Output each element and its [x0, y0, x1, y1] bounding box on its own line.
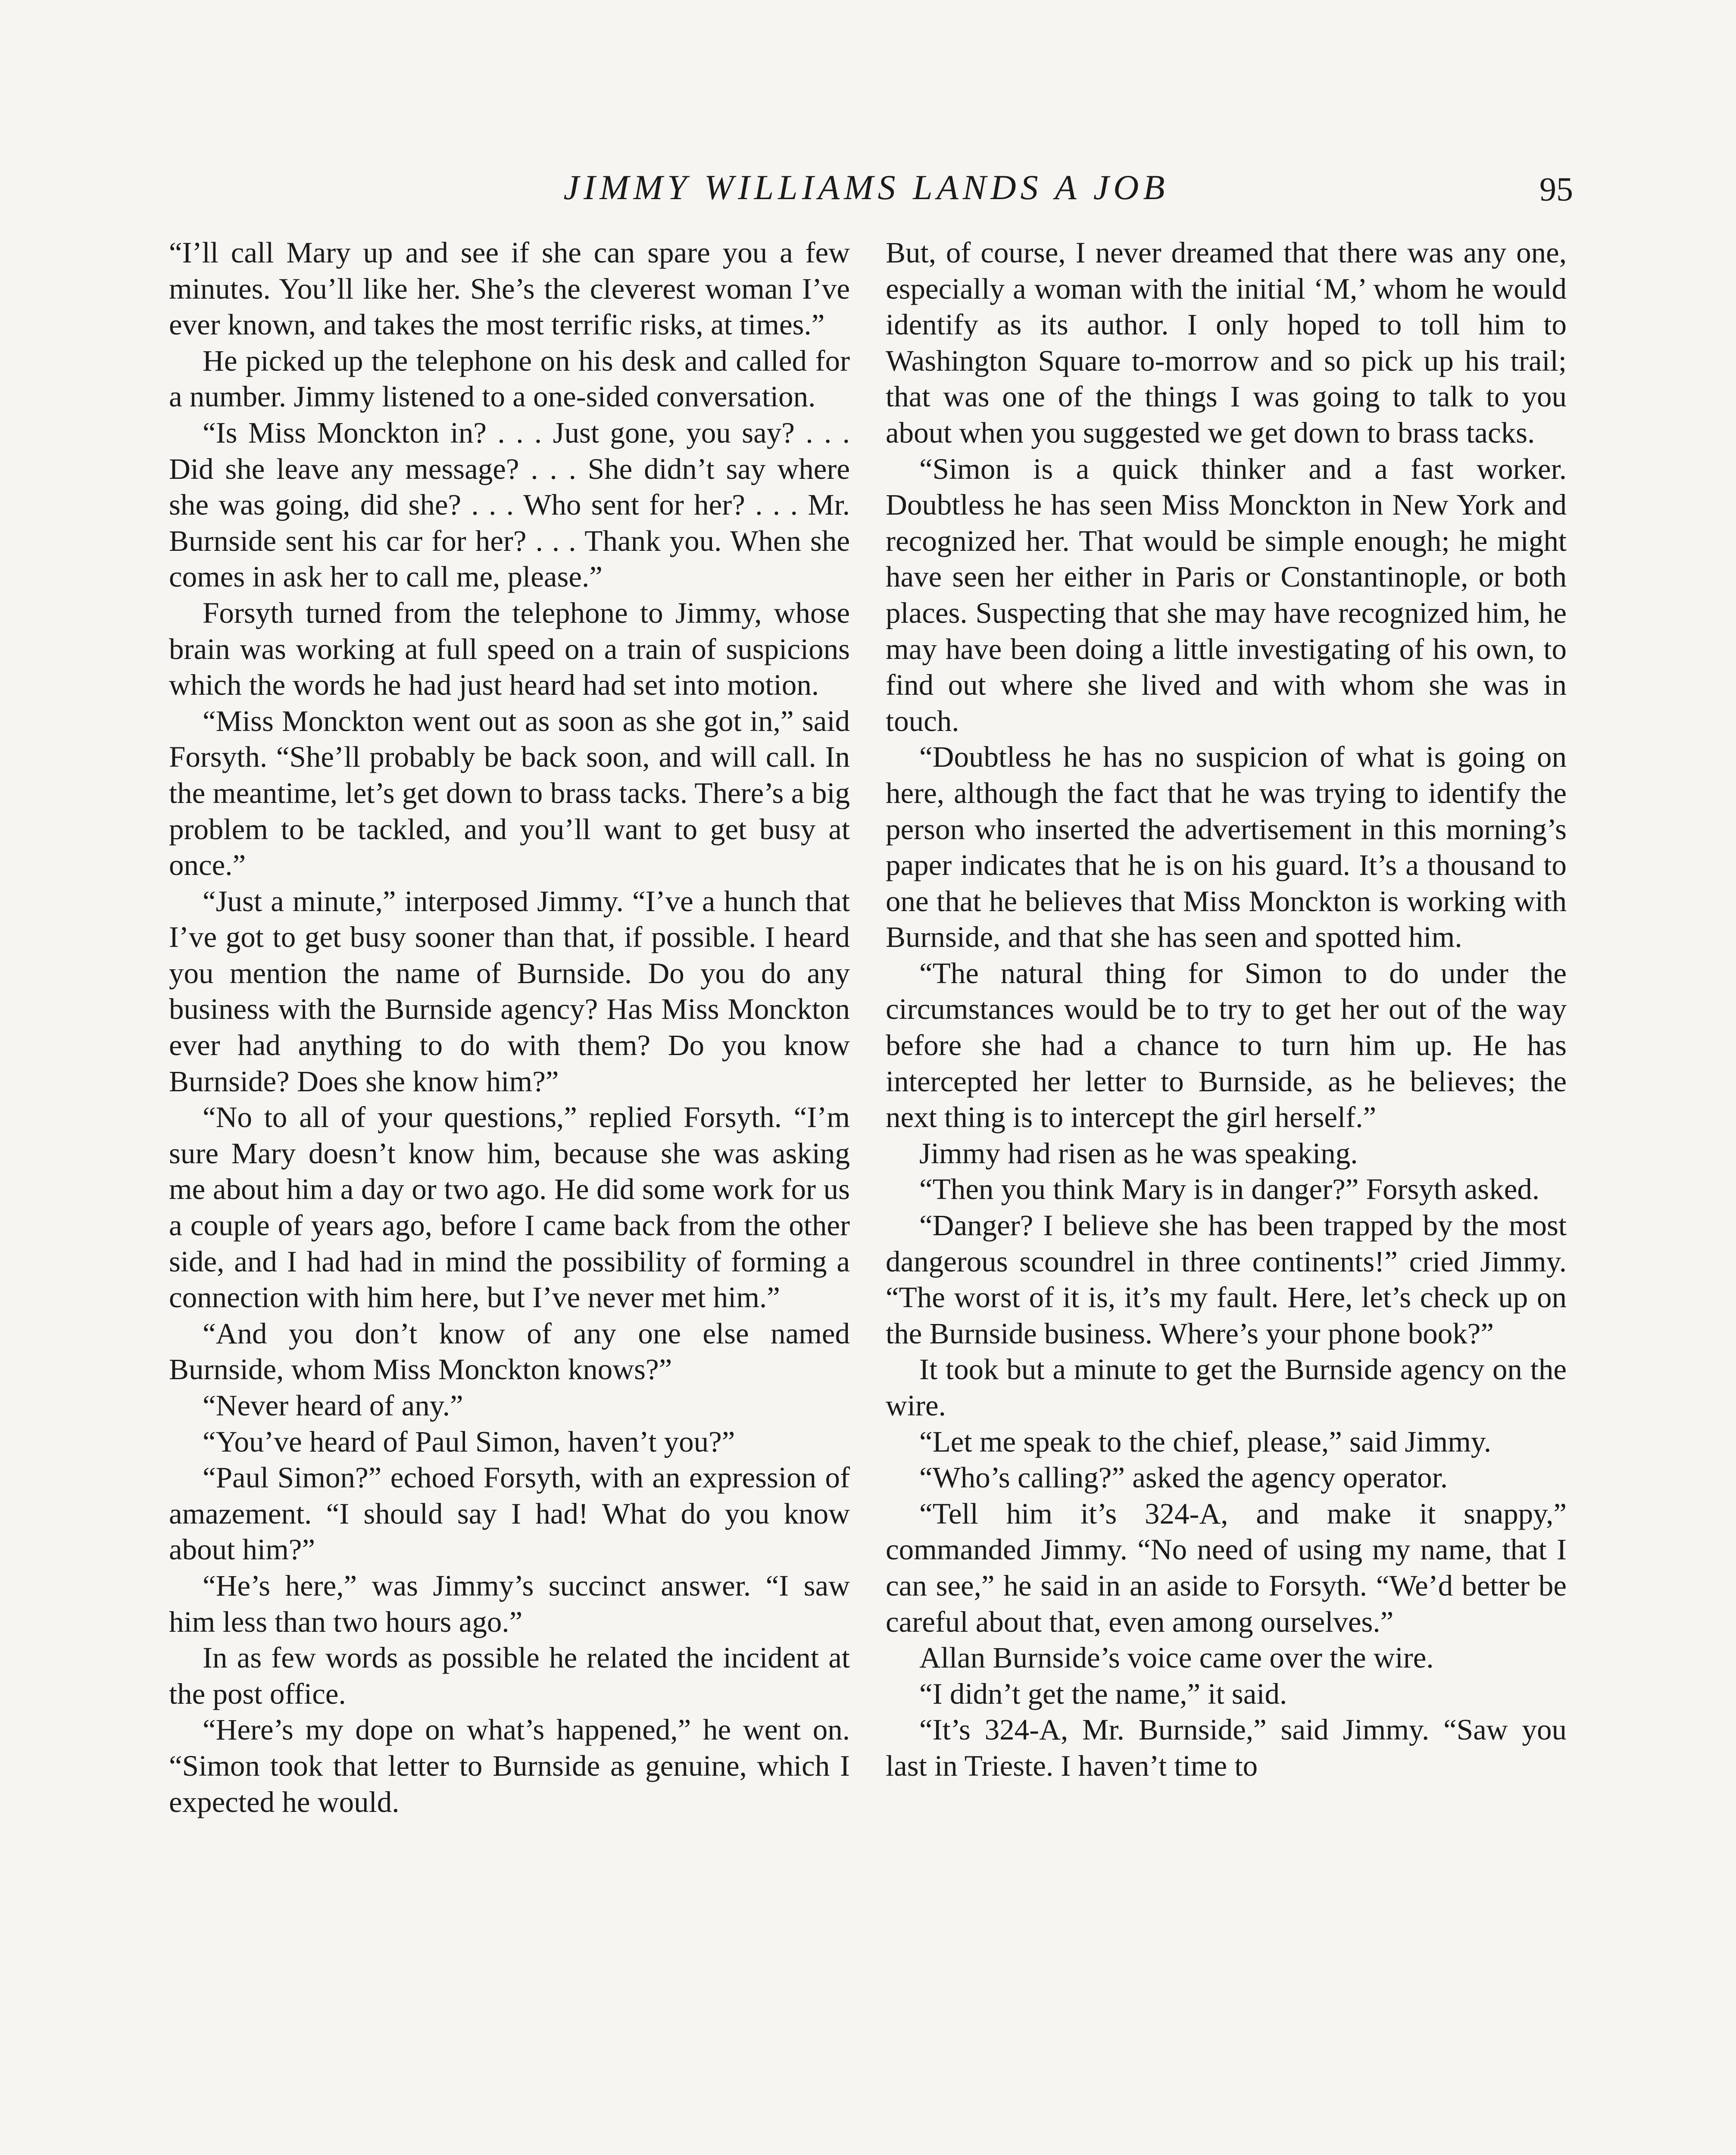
paragraph: “He’s here,” was Jimmy’s succinct answer. “I saw him less than two hours ago.” — [169, 1569, 850, 1638]
running-title: JIMMY WILLIAMS LANDS A JOB — [563, 168, 1169, 207]
paragraph: “Paul Simon?” echoed Forsyth, with an expression of amazement. “I should say I had! What do you know about him?” — [169, 1461, 850, 1566]
paragraph: “Doubtless he has no suspicion of what is going on here, although the fact that he was trying to identify the person who inserted the advertisement in this morning’s paper indicates that he is on his guard. It’s a thousand to one that he believes that Miss Monckton is working with Burnside, and that she has seen and spotted him. — [886, 740, 1567, 954]
paragraph: “I’ll call Mary up and see if she can spare you a few minutes. You’ll like her. She’s the cleverest woman I’ve ever known, and takes the most terrific risks, at times.” — [169, 236, 850, 341]
paragraph: Jimmy had risen as he was speaking. — [919, 1137, 1358, 1170]
paragraph: “Miss Monckton went out as soon as she got in,” said Forsyth. “She’ll probably be back soon, and will call. In the meantime, let’s get down to brass tacks. There’s a big problem to be tackled, and you’ll want to get busy at once.” — [169, 704, 850, 882]
paragraph: “The natural thing for Simon to do under the circumstances would be to try to get her out of the way before she had a chance to turn him up. He has intercepted her letter to Burnside, as he believes; the next thing is to intercept the girl herself.” — [886, 956, 1567, 1134]
paragraph: “Who’s calling?” asked the agency operator. — [919, 1461, 1448, 1494]
paragraph: “No to all of your questions,” replied Forsyth. “I’m sure Mary doesn’t know him, because she was asking me about him a day or two ago. He did some work for us a couple of years ago, before I came back from the other side, and I had had in mind the possibility of forming a connection with him here, but I’ve never met him.” — [169, 1101, 850, 1314]
paragraph: “Here’s my dope on what’s happened,” he went on. “Simon took that letter to Burnside as genuine, which I expected he would. — [169, 1713, 850, 1818]
paragraph: He picked up the telephone on his desk and called for a number. Jimmy listened to a one-sided conversation. — [169, 344, 850, 413]
paragraph: “You’ve heard of Paul Simon, haven’t you?” — [203, 1425, 735, 1458]
paragraph: But, of course, I never dreamed that there was any one, especially a woman with the initial ‘M,’ whom he would identify as its author. I only hoped to toll him to Washington Square to-morrow and so pick up his trail; that was one of the things I was going to talk to you about when you suggested we get down to brass tacks. — [886, 236, 1567, 449]
paragraph: “Is Miss Monckton in? . . . Just gone, you say? . . . Did she leave any message? . . . She didn’t say where she was going, did she? . . . Who sent for her? . . . Mr. Burnside sent his car for her? . . . Thank you. When she comes in ask her to call me, please.” — [169, 416, 850, 593]
paragraph: Forsyth turned from the telephone to Jimmy, whose brain was working at full speed on a train of suspicions which the words he had just heard had set into motion. — [169, 596, 850, 702]
text-column-left — [169, 235, 850, 2155]
paragraph: “Then you think Mary is in danger?” Forsyth asked. — [919, 1173, 1540, 1206]
text-column-right — [886, 235, 1567, 2155]
paragraph: “I didn’t get the name,” it said. — [919, 1677, 1287, 1710]
paragraph: In as few words as possible he related the incident at the post office. — [169, 1641, 850, 1710]
paragraph: “Never heard of any.” — [203, 1389, 463, 1422]
paragraph: “Simon is a quick thinker and a fast worker. Doubtless he has seen Miss Monckton in New York and recognized her. That would be simple enough; he might have seen her either in Paris or Constantinople, or both places. Suspecting that she may have recognized him, he may have been doing a little investigating of his own, to find out where she lived and with whom she was in touch. — [886, 452, 1567, 737]
paragraph: “Just a minute,” interposed Jimmy. “I’ve a hunch that I’ve got to get busy sooner than that, if possible. I heard you mention the name of Burnside. Do you do any business with the Burnside agency? Has Miss Monckton ever had anything to do with them? Do you know Burnside? Does she know him?” — [169, 884, 850, 1098]
running-head — [159, 164, 1573, 211]
paragraph: “Danger? I believe she has been trapped by the most dangerous scoundrel in three continents!” cried Jimmy. “The worst of it is, it’s my fault. Here, let’s check up on the Burnside business. Where’s your phone book?” — [886, 1209, 1567, 1350]
page-number: 95 — [1539, 170, 1573, 208]
paragraph: Allan Burnside’s voice came over the wire. — [919, 1641, 1434, 1674]
paragraph: “Let me speak to the chief, please,” said Jimmy. — [919, 1425, 1492, 1458]
paragraph: “Tell him it’s 324-A, and make it snappy,” commanded Jimmy. “No need of using my name, that I can see,” he said in an aside to Forsyth. “We’d better be careful about that, even among ourselves.” — [886, 1497, 1567, 1638]
paragraph: It took but a minute to get the Burnside agency on the wire. — [886, 1353, 1567, 1422]
paragraph: “It’s 324-A, Mr. Burnside,” said Jimmy. “Saw you last in Trieste. I haven’t time to — [886, 1713, 1567, 1782]
paragraph: “And you don’t know of any one else named Burnside, whom Miss Monckton knows?” — [169, 1317, 850, 1386]
